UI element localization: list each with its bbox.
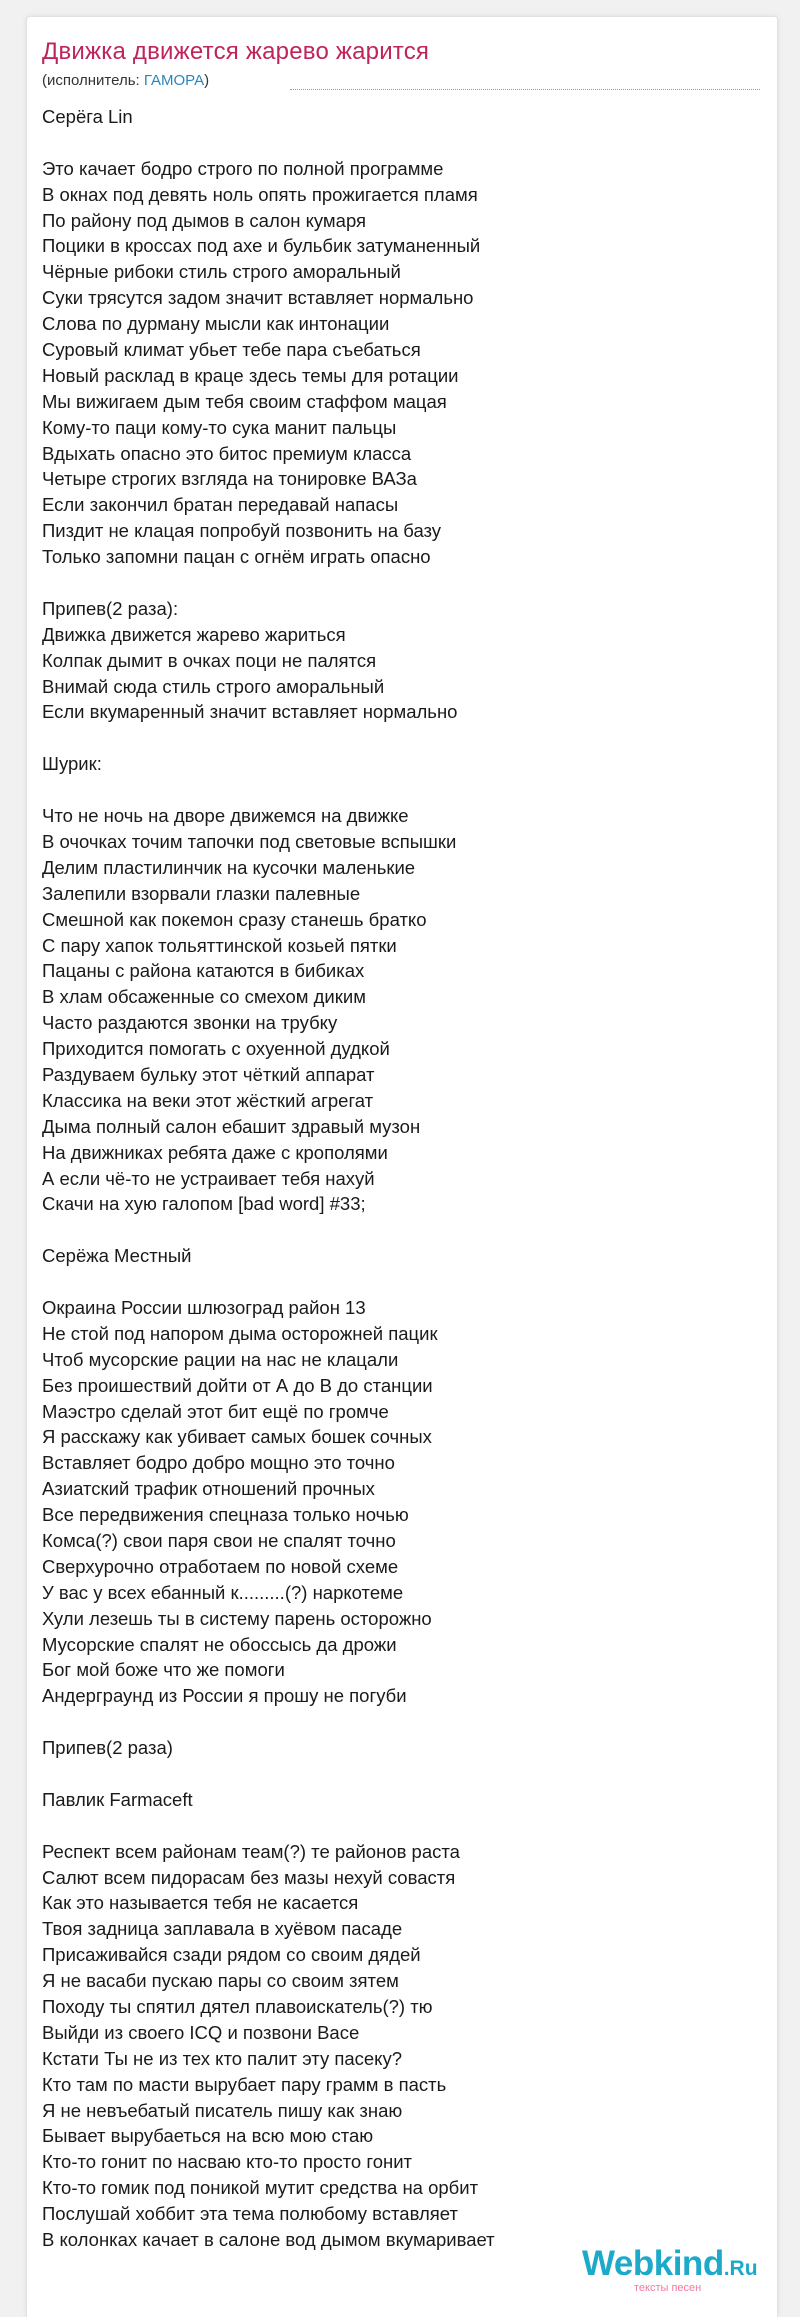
lyrics-line: В хлам обсаженные со смехом диким [42,986,366,1008]
lyrics-line: Андерграунд из России я прошу не погуби [42,1685,407,1707]
lyrics-line: Маэстро сделай этот бит ещё по громче [42,1400,389,1422]
lyrics-line: Я не невъебатый писатель пишу как знаю [42,2099,403,2121]
lyrics-line: Комса(?) свои паря свои не спалят точно [42,1529,396,1551]
lyrics-line: Без проишествий дойти от А до В до станции [42,1374,433,1396]
lyrics-line: Послушай хоббит эта тема полюбому вставляет [42,2203,458,2225]
lyrics-line: Раздуваем бульку этот чёткий аппарат [42,1063,375,1085]
lyrics-line: Мусорские спалят не обоссысь да дрожи [42,1633,397,1655]
lyrics-line: Четыре строгих взгляда на тонировке ВАЗа [42,468,417,490]
lyrics-line: Кстати Ты не из тех кто палит эту пасеку? [42,2047,403,2069]
lyrics-line: Кому-то паци кому-то сука манит пальцы [42,416,397,438]
lyrics-blank-line [42,570,742,596]
lyrics-line: Пацаны с района катаются в бибиках [42,960,365,982]
lyrics-blank-line [42,1813,742,1839]
artist-suffix: ) [204,72,210,89]
lyrics-line: Часто раздаются звонки на трубку [42,1012,338,1034]
lyrics-line: Окраина России шлюзоград район 13 [42,1296,366,1318]
lyrics-line: Чёрные рибоки стиль строго аморальный [42,261,401,283]
lyrics-line: Вставляет бодро добро мощно это точно [42,1452,395,1474]
lyrics-line: Бывает вырубаеться на всю мою стаю [42,2125,374,2147]
lyrics-line: Бог мой боже что же помоги [42,1659,285,1681]
lyrics-line: Суровый климат убьет тебе пара съебаться [42,339,421,361]
lyrics-line: Классика на веки этот жёсткий агрегат [42,1089,374,1111]
lyrics-line: Пиздит не клацая попробуй позвонить на базу [42,520,442,542]
lyrics-line: Мы вижигаем дым тебя своим стаффом мацая [42,390,447,412]
lyrics-line: Поцики в кроссах под ахе и бульбик затуманенный [42,235,481,257]
lyrics-line: Слова по дурману мысли как интонации [42,313,390,335]
lyrics-line: Если вкумаренный значит вставляет нормально [42,701,458,723]
lyrics-line: У вас у всех ебанный к.........(?) наркотеме [42,1581,404,1603]
lyrics-line: Серёга Lin [42,106,133,127]
lyrics-line: Смешной как покемон сразу станешь братко [42,908,427,930]
lyrics-line: Серёжа Местный [42,1245,192,1267]
lyrics-blank-line [42,1217,742,1243]
lyrics-line: Павлик Farmaceft [42,1788,193,1810]
logo-tld: .Ru [723,2257,758,2280]
lyrics-line: Дыма полный салон ебашит здравый музон [42,1115,421,1137]
lyrics-line: Движка движется жарево жариться [42,623,346,645]
lyrics-line: В очочках точим тапочки под световые вспышки [42,830,457,852]
lyrics-line: Выйди из своего ICQ и позвони Васе [42,2021,360,2043]
lyrics-blank-line [42,130,742,156]
lyrics-line: Если закончил братан передавай напасы [42,494,399,516]
lyrics-line: Припев(2 раза) [42,1737,173,1759]
lyrics-line: Кто-то гонит по насваю кто-то просто гонит [42,2151,413,2173]
lyrics-line: Кто там по масти вырубает пару грамм в пасть [42,2073,447,2095]
lyrics-line: Скачи на хую галопом [bad word] #33; [42,1193,366,1215]
lyrics-line: Походу ты спятил дятел плавоискатель(?) тю [42,1996,433,2018]
lyrics-blank-line [42,725,742,751]
lyrics-line: Азиатский трафик отношений прочных [42,1478,375,1500]
lyrics-blank-line [42,1269,742,1295]
lyrics-line: Залепили взорвали глазки палевные [42,882,361,904]
site-logo[interactable] [582,2244,758,2294]
lyrics-line: Что не ночь на дворе движемся на движке [42,805,409,827]
lyrics-line: С пару хапок тольяттинской козьей пятки [42,934,397,956]
lyrics-line: Шурик: [42,753,102,775]
logo-tagline: тексты песен [634,2282,702,2294]
dotted-divider [290,89,760,90]
lyrics-line: Как это называется тебя не касается [42,1892,359,1914]
lyrics-line: Припев(2 раза): [42,597,179,619]
lyrics-line: Чтоб мусорские рации на нас не клацали [42,1348,399,1370]
lyrics-line: Новый расклад в краце здесь темы для ротации [42,364,459,386]
lyrics-line: В окнах под девять ноль опять прожигается пламя [42,183,478,205]
lyrics-line: Я не васаби пускаю пары со своим зятем [42,1970,399,1992]
lyrics-blank-line [42,1709,742,1735]
song-title: Движка движется жарево жарится [42,38,430,65]
lyrics-line: Салют всем пидорасам без мазы нехуй совастя [42,1866,456,1888]
lyrics-line: Делим пластилинчик на кусочки маленькие [42,856,416,878]
artist-line [42,72,209,89]
lyrics-line: Твоя задница заплавала в хуёвом пасаде [42,1918,403,1940]
lyrics-blank-line [42,1761,742,1787]
logo-name: Webkind [582,2244,724,2283]
lyrics-line: В колонках качает в салоне вод дымом вкумаривает [42,2229,495,2251]
lyrics-line: Только запомни пацан с огнём играть опасно [42,546,431,568]
lyrics-line: На движниках ребята даже с крополями [42,1141,388,1163]
lyrics-line: А если чё-то не устраивает тебя нахуй [42,1167,375,1189]
lyrics-line: Вдыхать опасно это битос премиум класса [42,442,412,464]
artist-prefix: (исполнитель: [42,72,144,89]
lyrics-line: Приходится помогать с охуенной дудкой [42,1038,390,1060]
lyrics-line: Респект всем районам теам(?) те районов раста [42,1840,460,1862]
lyrics-line: По району под дымов в салон кумаря [42,209,367,231]
lyrics-line: Кто-то гомик под поникой мутит средства на орбит [42,2177,479,2199]
lyrics-line: Хули лезешь ты в систему парень осторожно [42,1607,432,1629]
lyrics-blank-line [42,777,742,803]
lyrics-line: Все передвижения спецназа только ночью [42,1504,409,1526]
lyrics-line: Колпак дымит в очках поци не палятся [42,649,377,671]
lyrics-line: Присаживайся сзади рядом со своим дядей [42,1944,421,1966]
lyrics-line: Суки трясутся задом значит вставляет нормально [42,287,474,309]
lyrics-line: Это качает бодро строго по полной программе [42,157,444,179]
lyrics-text [42,104,742,2253]
lyrics-line: Я расскажу как убивает самых бошек сочных [42,1426,432,1448]
lyrics-line: Не стой под напором дыма осторожней пацик [42,1322,438,1344]
lyrics-line: Внимай сюда стиль строго аморальный [42,675,385,697]
artist-link[interactable]: ГАМОРА [143,72,205,89]
lyrics-line: Сверхурочно отработаем по новой схеме [42,1555,399,1577]
